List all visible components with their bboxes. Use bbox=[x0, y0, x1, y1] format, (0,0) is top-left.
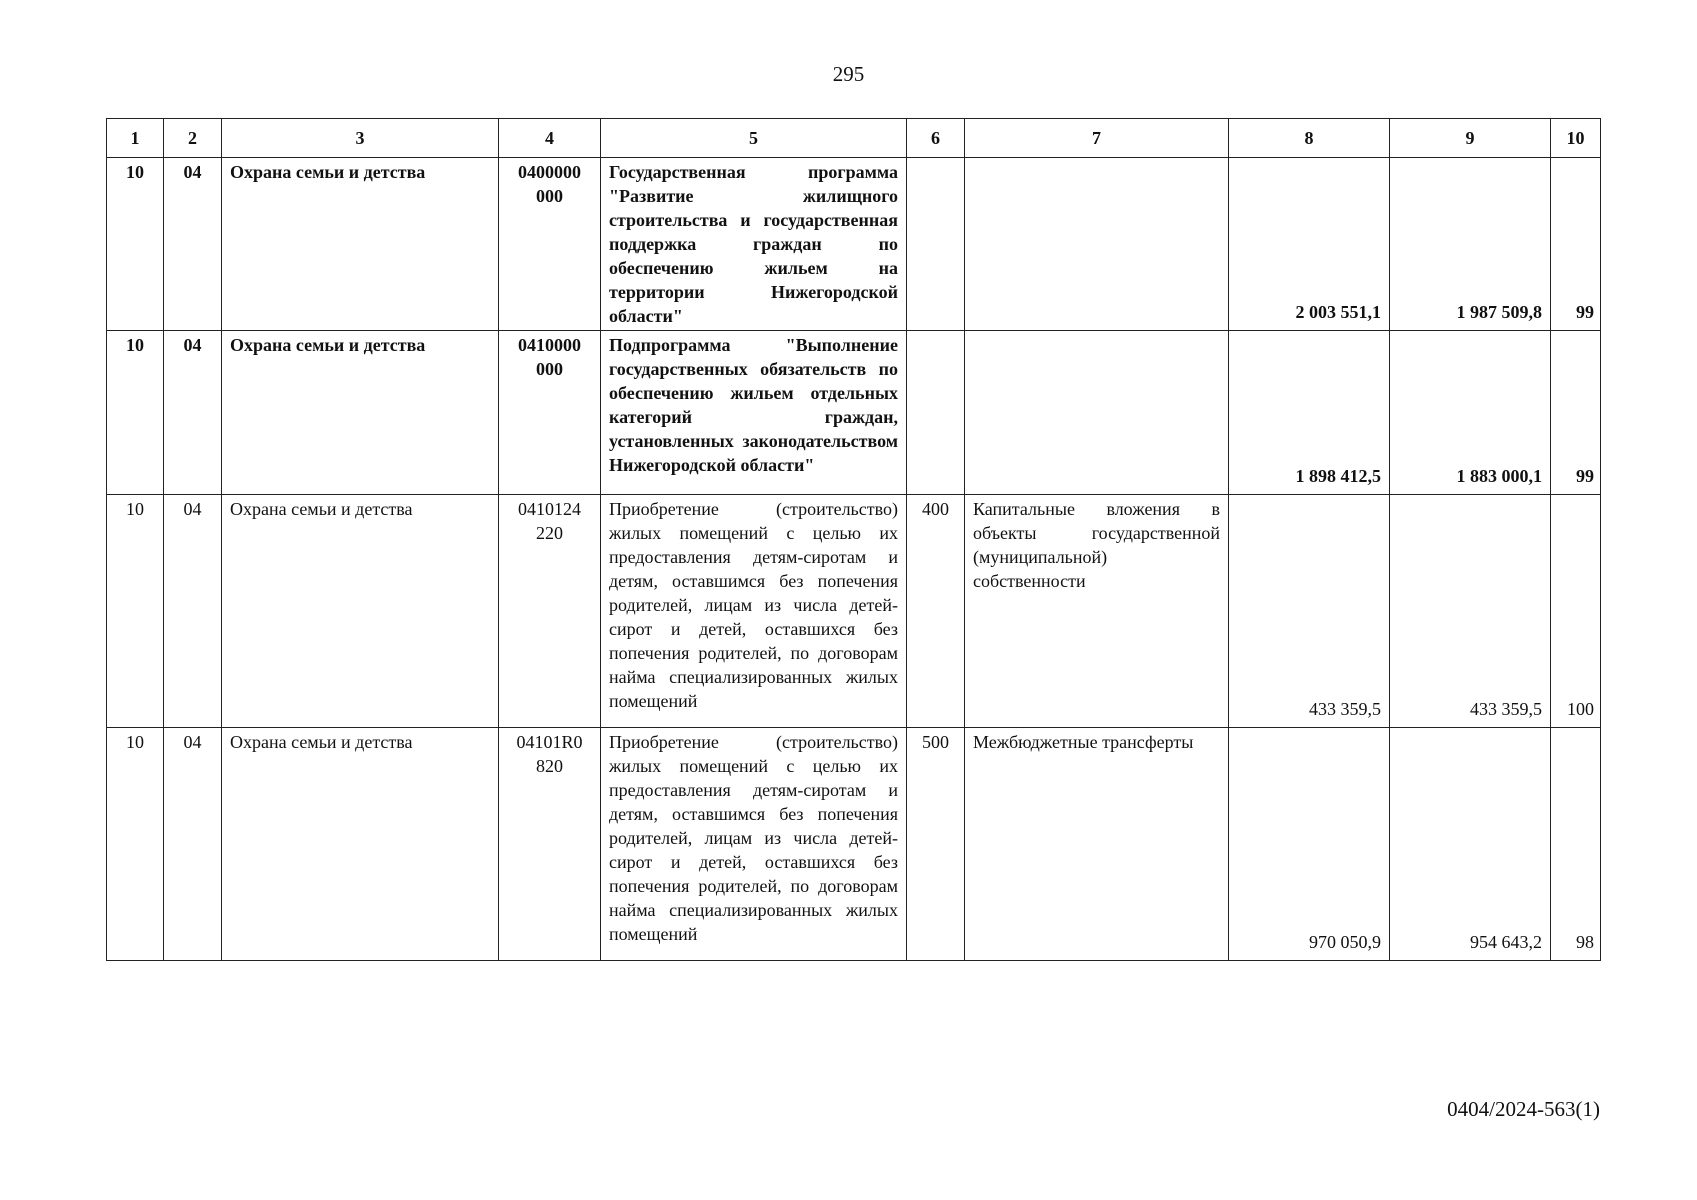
column-header: 2 bbox=[164, 119, 222, 158]
expense-type-code bbox=[907, 158, 965, 331]
section-code: 10 bbox=[107, 728, 164, 961]
expense-type-name: Межбюджетные трансферты bbox=[965, 728, 1229, 961]
section-name: Охрана семьи и детства bbox=[222, 331, 499, 495]
subsection-code: 04 bbox=[164, 728, 222, 961]
expense-type-name bbox=[965, 331, 1229, 495]
table-row bbox=[107, 495, 1601, 728]
column-header: 10 bbox=[1551, 119, 1601, 158]
target-article-name: Приобретение (строительство) жилых помещений с целью их предоставления детям-сиротам и детям, оставшимся без попечения родителей, лицам из числа детей-сирот и детей, оставшихся без попечения родителей, по договорам найма специализированных жилых помещений bbox=[601, 728, 907, 961]
page-number: 295 bbox=[832, 62, 865, 86]
column-header: 5 bbox=[601, 119, 907, 158]
section-name: Охрана семьи и детства bbox=[222, 158, 499, 331]
column-header: 7 bbox=[965, 119, 1229, 158]
expense-type-code bbox=[907, 331, 965, 495]
table-header-row bbox=[107, 119, 1601, 158]
column-header: 6 bbox=[907, 119, 965, 158]
target-article-code: 0410124 220 bbox=[499, 495, 601, 728]
executed-amount: 1 883 000,1 bbox=[1390, 331, 1551, 495]
column-header: 8 bbox=[1229, 119, 1390, 158]
planned-amount: 2 003 551,1 bbox=[1229, 158, 1390, 331]
table-row bbox=[107, 331, 1601, 495]
section-code: 10 bbox=[107, 331, 164, 495]
subsection-code: 04 bbox=[164, 331, 222, 495]
subsection-code: 04 bbox=[164, 495, 222, 728]
executed-amount: 433 359,5 bbox=[1390, 495, 1551, 728]
table-row bbox=[107, 728, 1601, 961]
section-name: Охрана семьи и детства bbox=[222, 495, 499, 728]
target-article-name: Государственная программа "Развитие жилищного строительства и государственная поддержка граждан по обеспечению жильем на территории Нижегородской области" bbox=[601, 158, 907, 331]
planned-amount: 433 359,5 bbox=[1229, 495, 1390, 728]
document-code: 0404/2024-563(1) bbox=[1447, 1097, 1600, 1121]
executed-amount: 1 987 509,8 bbox=[1390, 158, 1551, 331]
column-header: 9 bbox=[1390, 119, 1551, 158]
executed-amount: 954 643,2 bbox=[1390, 728, 1551, 961]
execution-percent: 99 bbox=[1551, 331, 1601, 495]
column-header: 4 bbox=[499, 119, 601, 158]
expense-type-code: 400 bbox=[907, 495, 965, 728]
execution-percent: 100 bbox=[1551, 495, 1601, 728]
target-article-code: 0410000 000 bbox=[499, 331, 601, 495]
target-article-name: Подпрограмма "Выполнение государственных обязательств по обеспечению жильем отдельных категорий граждан, установленных законодательством Нижегородской области" bbox=[601, 331, 907, 495]
target-article-name: Приобретение (строительство) жилых помещений с целью их предоставления детям-сиротам и детям, оставшимся без попечения родителей, лицам из числа детей-сирот и детей, оставшихся без попечения родителей, по договорам найма специализированных жилых помещений bbox=[601, 495, 907, 728]
target-article-code: 04101R0 820 bbox=[499, 728, 601, 961]
column-header: 3 bbox=[222, 119, 499, 158]
section-name: Охрана семьи и детства bbox=[222, 728, 499, 961]
budget-table bbox=[106, 118, 1601, 961]
subsection-code: 04 bbox=[164, 158, 222, 331]
planned-amount: 1 898 412,5 bbox=[1229, 331, 1390, 495]
target-article-code: 0400000 000 bbox=[499, 158, 601, 331]
execution-percent: 98 bbox=[1551, 728, 1601, 961]
expense-type-name: Капитальные вложения в объекты государственной (муниципальной) собственности bbox=[965, 495, 1229, 728]
table-row bbox=[107, 158, 1601, 331]
column-header: 1 bbox=[107, 119, 164, 158]
expense-type-name bbox=[965, 158, 1229, 331]
section-code: 10 bbox=[107, 158, 164, 331]
planned-amount: 970 050,9 bbox=[1229, 728, 1390, 961]
expense-type-code: 500 bbox=[907, 728, 965, 961]
execution-percent: 99 bbox=[1551, 158, 1601, 331]
section-code: 10 bbox=[107, 495, 164, 728]
